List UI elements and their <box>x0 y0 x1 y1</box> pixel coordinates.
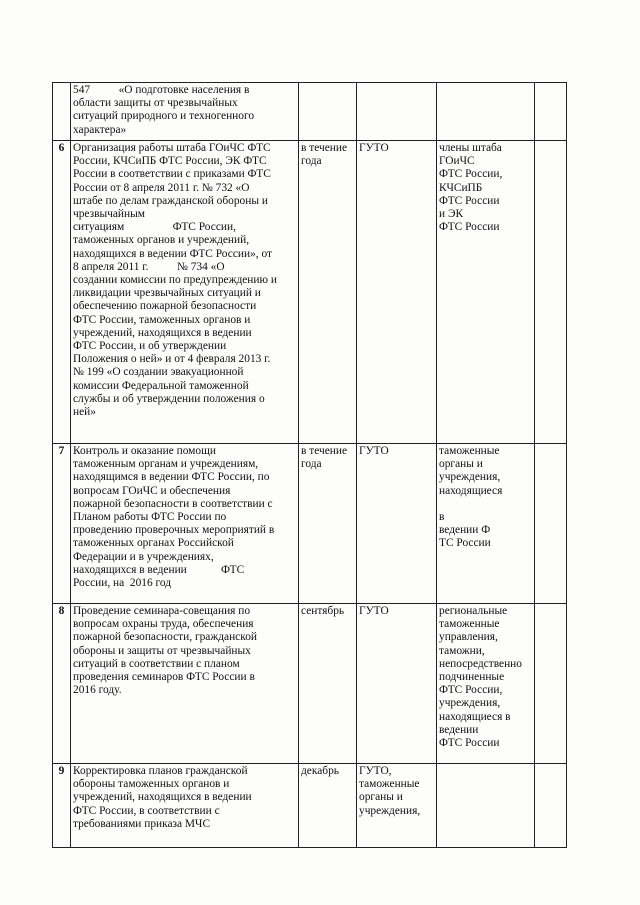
description-line: ситуациям ФТС России, <box>73 221 236 234</box>
row-extra <box>535 83 567 141</box>
description-line: ФТС России, в соответствии с <box>73 804 220 817</box>
description-line: пожарной безопасности в соответствии с <box>73 497 273 510</box>
description-line: таможенным органам и учреждениям, <box>73 458 259 471</box>
description-line: характера» <box>73 123 127 136</box>
table-row <box>53 444 567 604</box>
description-line: ситуаций природного и техногенного <box>73 110 255 123</box>
description-line: учреждений, находящихся в ведении <box>73 791 252 804</box>
row-period: декабрь <box>299 764 357 848</box>
row-period: в течение года <box>299 444 357 604</box>
row-responsible <box>357 83 437 141</box>
description-line: России от 8 апреля 2011 г. № 732 «О <box>73 181 250 194</box>
description-line: России, КЧСиПБ ФТС России, ЭК ФТС <box>73 155 267 168</box>
description-line: Федерации и в учреждениях, <box>73 550 214 563</box>
description-line: № 199 «О создании эвакуационной <box>73 366 244 379</box>
table-row <box>53 83 567 141</box>
description-line: пожарной безопасности, гражданской <box>73 631 257 644</box>
description-line: России, на 2016 год <box>73 577 172 590</box>
table-row <box>53 764 567 848</box>
description-line: учреждений, находящихся в ведении <box>73 326 252 339</box>
row-period: сентябрь <box>299 604 357 764</box>
row-responsible: ГУТО <box>357 141 437 444</box>
row-description <box>71 83 299 141</box>
description-line: 547 «О подготовке населения в <box>73 84 250 96</box>
table-row <box>53 141 567 444</box>
row-extra <box>535 141 567 444</box>
row-participants <box>437 764 535 848</box>
row-extra <box>535 604 567 764</box>
description-line: штабе по делам гражданской обороны и <box>73 194 268 207</box>
row-participants: региональные таможенные управления, таможни, непосредственно подчиненные ФТС России, учреждения, находящиеся в ведении ФТС России <box>437 604 535 764</box>
description-line: обороны и защиты от чрезвычайных <box>73 644 251 657</box>
row-extra <box>535 764 567 848</box>
description-line: чрезвычайным <box>73 208 145 221</box>
description-line: Корректировка планов гражданской <box>73 765 248 777</box>
description-line: России в соответствии с приказами ФТС <box>73 168 271 181</box>
row-participants <box>437 83 535 141</box>
description-line: Организация работы штаба ГОиЧС ФТС <box>73 142 271 154</box>
description-line: Контроль и оказание помощи <box>73 445 216 457</box>
description-line: проведению проверочных мероприятий в <box>73 524 275 537</box>
row-period <box>299 83 357 141</box>
description-line: Проведение семинара-совещания по <box>73 605 251 617</box>
description-line: ситуаций в соответствии с планом <box>73 657 240 670</box>
description-line: вопросам охраны труда, обеспечения <box>73 618 254 631</box>
description-line: находящимся в ведении ФТС России, по <box>73 471 270 484</box>
description-line: Планом работы ФТС России по <box>73 511 227 524</box>
row-number <box>53 83 71 141</box>
description-line: области защиты от чрезвычайных <box>73 97 238 110</box>
description-line: таможенных органах Российской <box>73 537 234 550</box>
row-participants: члены штаба ГОиЧС ФТС России, КЧСиПБ ФТС России и ЭК ФТС России <box>437 141 535 444</box>
row-responsible: ГУТО <box>357 604 437 764</box>
row-description <box>71 444 299 604</box>
row-number: 9 <box>53 764 71 848</box>
description-line: вопросам ГОиЧС и обеспечения <box>73 484 231 497</box>
row-extra <box>535 444 567 604</box>
description-line: проведения семинаров ФТС России в <box>73 671 255 684</box>
description-line: обеспечению пожарной безопасности <box>73 300 257 313</box>
row-participants: таможенные органы и учреждения, находящиеся в ведении Ф ТС России <box>437 444 535 604</box>
table-row <box>53 604 567 764</box>
description-line: ФТС России, и об утверждении <box>73 340 227 353</box>
description-line: комиссии Федеральной таможенной <box>73 379 249 392</box>
description-line: обороны таможенных органов и <box>73 778 230 791</box>
description-line: требованиями приказа МЧС <box>73 817 211 830</box>
description-line: 8 апреля 2011 г. № 734 «О <box>73 260 225 273</box>
row-responsible: ГУТО <box>357 444 437 604</box>
plan-table-body <box>53 83 567 848</box>
description-line: ликвидации чрезвычайных ситуаций и <box>73 287 261 300</box>
row-number: 8 <box>53 604 71 764</box>
description-line: службы и об утверждении положения о <box>73 392 265 405</box>
description-line: создании комиссии по предупреждению и <box>73 274 277 287</box>
description-line: находящихся в ведении ФТС <box>73 563 245 576</box>
description-line: 2016 году. <box>73 684 122 697</box>
description-line: таможенных органов и учреждений, <box>73 234 250 247</box>
description-line: Положения о ней» и от 4 февраля 2013 г. <box>73 353 271 366</box>
row-description <box>71 604 299 764</box>
description-line: ФТС России, таможенных органов и <box>73 313 251 326</box>
row-period: в течение года <box>299 141 357 444</box>
description-line: находящихся в ведении ФТС России», от <box>73 247 272 260</box>
description-line: ней» <box>73 406 96 419</box>
row-number: 7 <box>53 444 71 604</box>
row-description <box>71 141 299 444</box>
row-number: 6 <box>53 141 71 444</box>
plan-table <box>52 82 567 848</box>
row-responsible: ГУТО, таможенные органы и учреждения, <box>357 764 437 848</box>
row-description <box>71 764 299 848</box>
